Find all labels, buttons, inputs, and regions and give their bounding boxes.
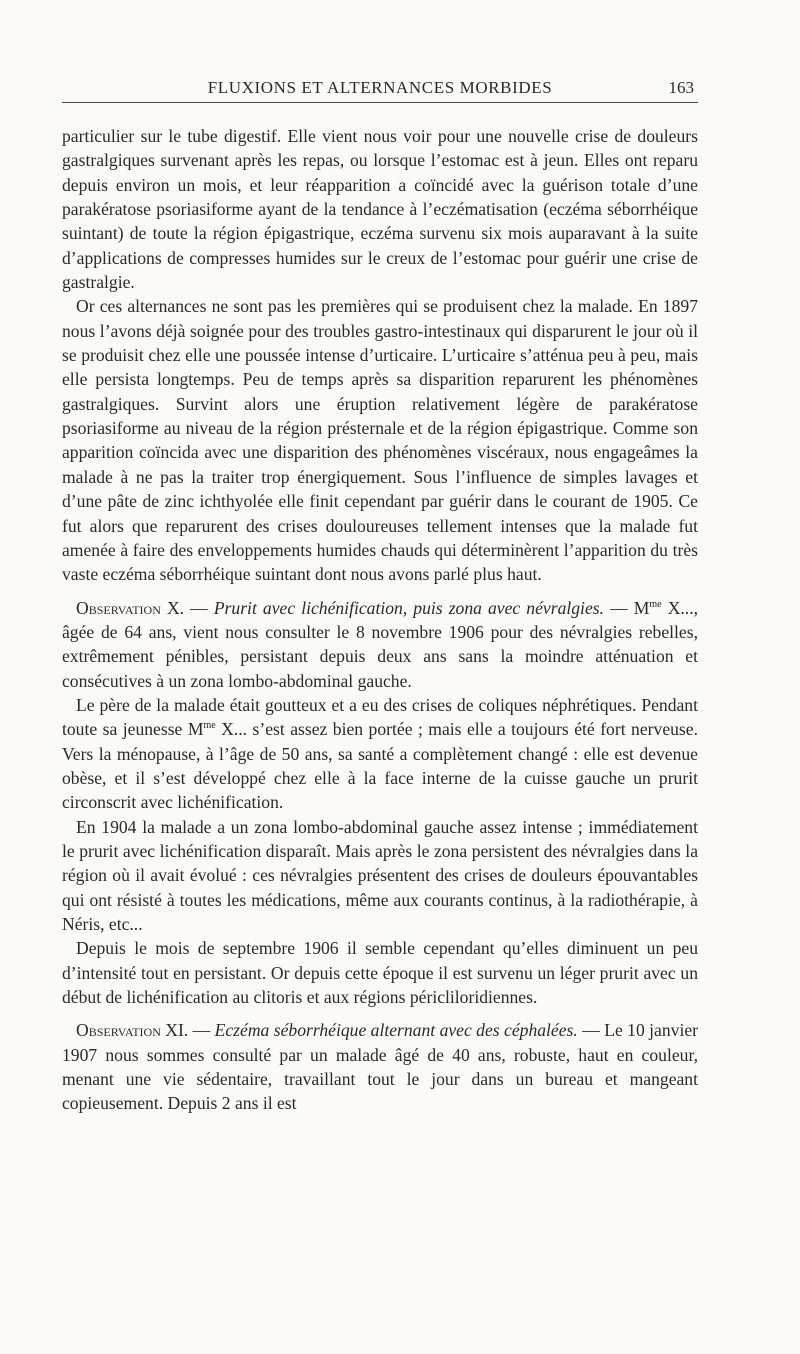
page-number: 163 [668,78,694,97]
paragraph-4-part-a: Le père de la malade était goutteux et a eu des crises de coliques néphrétiques. Pendant toute sa jeunesse [62,694,698,740]
observation-heading: Prurit avec lichénification, puis zona avec névralgies. [213,597,604,618]
observation-x-paragraph: Observation X. — Prurit avec lichénification, puis zona avec névralgies. — $M^{me}$ X..., âgée de 64 ans, vient nous consulter le 8 novembre 1906 pour des névralgies rebelles, extrêmement pénibles, persistant depuis deux ans sans la moindre atténuation et consécutives à un zona lombo-abdominal gauche. [62,597,698,691]
observation-label: Observation X. [76,597,185,618]
paragraph-6: Depuis le mois de septembre 1906 il semble cependant qu’elles diminuent un peu d’intensité tout en persistant. Or depuis cette époque il est survenu un léger prurit avec un début de lichénification au clitoris et aux régions péricliloridiennes. [62,938,698,1008]
title-mme-sup: me [203,720,216,732]
paragraph-5: En 1904 la malade a un zona lombo-abdominal gauche assez intense ; immédiatement le prurit avec lichénification disparaît. Mais après le zona persistent des névralgies dans la région où il avait évolué : ces névralgies présentent des crises de douleurs épouvantables qui ont résisté à toutes les médications, même aux courants continus, à la radiothérapie, à Néris, etc... [62,816,698,934]
paragraph-1: particulier sur le tube digestif. Elle vient nous voir pour une nouvelle crise de douleurs gastralgiques survenant après les repas, ou lorsque l’estomac est à jeun. Elles ont reparu depuis environ un mois, et leur réapparition a coïncidé avec la guérison totale d’une parakératose psoriasiforme ayant de la tendance à l’eczématisation (eczéma séborrhéique suintant) de toute la région épigastrique, eczéma survenu six mois auparavant à la suite d’applications de compresses humides sur le creux de l’estomac pour guérir une crise de gastralgie. [62,126,698,293]
paragraph-4-part-b: X... s’est assez bien portée ; mais elle a toujours été fort nerveuse. Vers la ménopause, à l’âge de 50 ans, sa santé a complètement changé : elle est devenue obèse, et il s’est développé chez elle à la face interne de la cuisse gauche un prurit circonscrit avec lichénification. [62,719,698,813]
title-mme: M [633,597,650,618]
observation-heading: Eczéma séborrhéique alternant avec des céphalées. [214,1020,578,1041]
heading-dash: — [582,1020,600,1041]
heading-dash: — [610,597,628,618]
observation-text: X..., âgée de 64 ans, vient nous consulter le 8 novembre 1906 pour des névralgies rebelles, extrêmement pénibles, persistant depuis deux ans sans la moindre atténuation et consécutives à un zona lombo-abdominal gauche. [62,597,698,691]
observation-text: Le 10 janvier 1907 nous sommes consulté par un malade âgé de 40 ans, robuste, haut en couleur, menant une vie sédentaire, travaillant tout le jour dans un bureau et mangeant copieusement. Depuis 2 ans il est [62,1020,698,1114]
observation-xi-paragraph: Observation XI. — Eczéma séborrhéique alternant avec des céphalées. — Le 10 janvier 1907 nous sommes consulté par un malade âgé de 40 ans, robuste, haut en couleur, menant une vie sédentaire, travaillant tout le jour dans un bureau et mangeant copieusement. Depuis 2 ans il est [62,1020,698,1114]
running-header [62,74,698,103]
paragraph-2: Or ces alternances ne sont pas les premières qui se produisent chez la malade. En 1897 nous l’avons déjà soignée pour des troubles gastro-intestinaux qui disparurent le jour où il se produisit chez elle une poussée intense d’urticaire. L’urticaire s’atténua peu à peu, mais elle persista longtemps. Peu de temps après sa disparition reparurent les phénomènes gastralgiques. Survint alors une éruption relativement légère de parakératose psoriasiforme au niveau de la région présternale et de la région épigastrique. Comme son apparition coïncida avec une disparition des phénomènes viscéraux, nous engageâmes la malade à ne pas la traiter trop énergiquement. Sous l’influence de simples lavages et d’une pâte de zinc ichthyolée elle finit cependant par guérir dans le courant de 1905. Ce fut alors que reparurent des crises douloureuses tellement intenses que la malade fut amenée à faire des enveloppements humides chauds qui déterminèrent l’apparition du très vaste eczéma séborrhéique suintant dont nous avons parlé plus haut. [62,296,698,585]
title-mme: M [187,719,204,740]
observation-label: Observation XI. [76,1020,189,1041]
body-text [62,124,698,1116]
running-title: FLUXIONS ET ALTERNANCES MORBIDES [207,78,553,97]
title-mme-sup: me [649,598,662,610]
paragraph-4 [62,693,698,815]
